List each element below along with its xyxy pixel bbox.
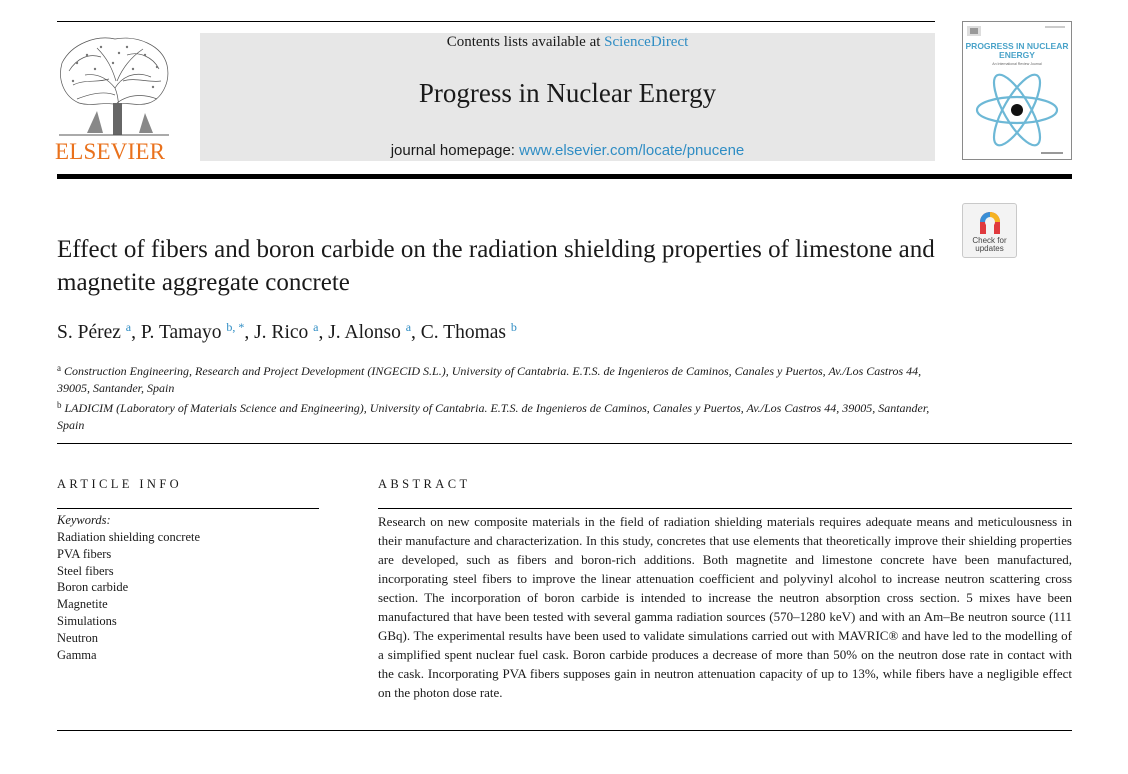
keyword-item: Radiation shielding concrete: [57, 530, 201, 544]
author-affiliation-mark[interactable]: b, *: [226, 320, 245, 334]
cover-publisher-icon: [967, 26, 981, 36]
affiliation-text: LADICIM (Laboratory of Materials Science and Engineering), University of Cantabria. E.T.S. de Ingenieros de Caminos, Canales y Puertos, Av./Los Castros 44, 39005, Santander, Spain: [57, 401, 930, 432]
check-for-updates-icon: [976, 208, 1004, 236]
affiliation-mark: a: [57, 363, 61, 373]
homepage-prefix: journal homepage:: [390, 142, 520, 159]
keyword-item: Magnetite: [57, 597, 108, 612]
author-affiliation-mark[interactable]: a: [313, 320, 319, 334]
journal-cover[interactable]: [962, 21, 1072, 160]
publisher-name: ELSEVIER: [55, 139, 166, 164]
journal-title[interactable]: Progress in Nuclear Energy: [418, 78, 717, 108]
atom-icon: [972, 70, 1062, 150]
keyword-item: Steel fibers: [57, 563, 114, 578]
author-name[interactable]: P. Tamayo: [140, 322, 222, 343]
keywords-label: Keywords:: [57, 513, 111, 527]
author-affiliation-mark[interactable]: a: [405, 320, 412, 334]
contents-line: [200, 34, 935, 51]
bottom-rule: [57, 730, 1072, 731]
author-affiliation-mark[interactable]: b: [510, 320, 517, 334]
abstract-rule: [378, 508, 1072, 509]
abstract-text: Research on new composite materials in the field of radiation shielding materials requires adequate means and meticulousness in their manufacture and characterization. In this study, concretes that use elements that theoretically improve their shielding properties are developed, such as fibers and boron-rich additions. Both magnetite and limestone concrete have been manufactured, incorporating steel fibers to improve the linear attenuation coefficient and polyvinyl alcohol to increase neutron scattering cross section. The incorporation of boron carbide is intended to increase the neutron absorption cross section. 5 mixes have been manufactured that have been tested with several gamma radiation sources (570–1280 keV) and with an Am–Be neutron source (111 GBq). The experimental results have been used to validate simulations carried out with MAVRIC® and have led to the modelling of a simplified spent nuclear fuel cask. Boron carbide produces a decrease of more than 50% on the neutron dose rate in contact with the cask. Incorporating PVA fibers supposes gain in neutron attenuation capacity of up to 13%, while fibers have a negligible effect on the photon dose rate.: [378, 514, 1072, 700]
homepage-link[interactable]: www.elsevier.com/locate/pnucene: [519, 142, 745, 159]
cover-subtitle: An International Review Journal: [992, 62, 1042, 66]
keyword-item: Neutron: [57, 630, 98, 645]
elsevier-tree-icon: [57, 33, 171, 137]
header-top-rule: [57, 21, 935, 22]
article-info-rule: [57, 508, 319, 509]
affiliations: [57, 360, 937, 434]
section-divider: [57, 443, 1072, 444]
cover-issn-mark: [1045, 26, 1065, 28]
keyword-item: Simulations: [57, 613, 117, 628]
homepage-line: [200, 142, 935, 159]
affiliation-mark: b: [57, 400, 62, 410]
check-label-line2: updates: [975, 244, 1004, 253]
cover-title: PROGRESS IN NUCLEAR ENERGY: [965, 41, 1069, 60]
author-name[interactable]: S. Pérez: [57, 322, 121, 343]
affiliation-b: [57, 397, 937, 434]
author-name[interactable]: C. Thomas: [420, 322, 507, 343]
article-title: Effect of fibers and boron carbide on the radiation shielding properties of limestone and magnetite aggregate concrete: [57, 236, 935, 296]
header-thick-rule: [57, 174, 1072, 179]
article-info-heading: ARTICLE INFO: [57, 477, 183, 491]
cover-footer-mark: [1041, 152, 1063, 154]
sciencedirect-link[interactable]: ScienceDirect: [604, 34, 689, 50]
contents-prefix: Contents lists available at: [446, 34, 605, 50]
affiliation-a: [57, 360, 937, 397]
author-name[interactable]: J. Alonso: [328, 322, 401, 343]
check-for-updates-button[interactable]: [962, 203, 1017, 258]
keyword-item: Boron carbide: [57, 580, 129, 595]
elsevier-logo[interactable]: [55, 33, 175, 163]
author-affiliation-mark[interactable]: a: [125, 320, 132, 334]
author-name[interactable]: J. Rico: [254, 322, 309, 343]
keyword-item: PVA fibers: [57, 546, 112, 561]
author-list: S. Pérez $^a$, P. Tamayo $^{b, *}$, J. Rico $^a$, J. Alonso $^a$, C. Thomas $^b$: [57, 320, 517, 343]
check-for-updates-label: [963, 237, 1016, 253]
keyword-list: [57, 529, 200, 663]
affiliation-text: Construction Engineering, Research and Project Development (INGECID S.L.), University of Cantabria. E.T.S. de Ingenieros de Caminos, Canales y Puertos, Av./Los Castros 44, 39005, Santander, Spain: [57, 364, 922, 395]
abstract-heading: ABSTRACT: [378, 477, 471, 491]
check-label-line1: Check for: [972, 236, 1007, 245]
keyword-item: Gamma: [57, 647, 97, 662]
